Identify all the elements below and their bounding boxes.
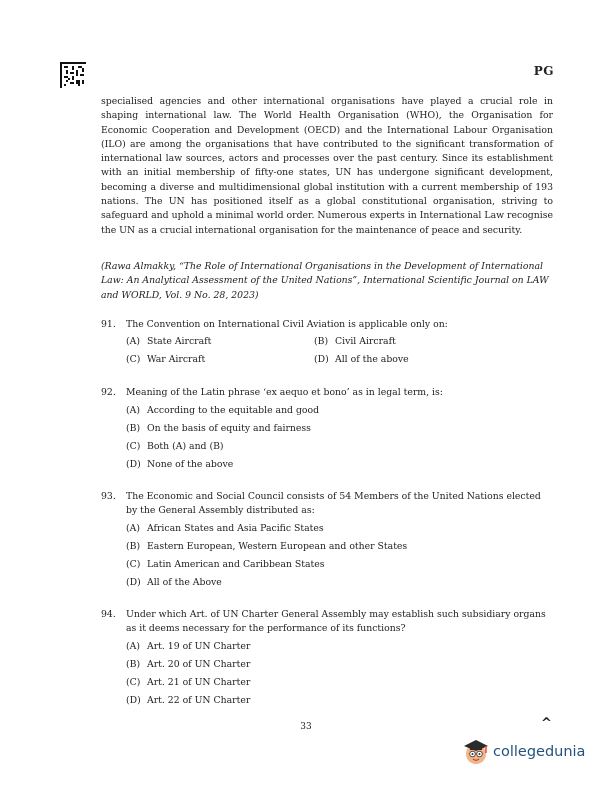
passage-text: specialised agencies and other international organisations have played a crucial role in shaping international law. The World Health Organisation (WHO), the Organisation for Economic Cooperation and Development (OECD) and the International Labour Organisation (ILO) are among the organisations that have contributed to the significant transformation of international law sources, actors and processes over the past century. Since its establishment with an initial membership of fifty-one states, UN has undergone significant development, becoming a diverse and multidimensional global institution with a current membership of 193 nations. The UN has positioned itself as a global constitutional organisation, striving to safeguard and uphold a minimal world order. Numerous experts in International Law recognise the UN as a crucial international organisation for the maintenance of peace and security. xyxy=(101,96,553,236)
brand-logo[interactable] xyxy=(462,738,585,766)
question-91 xyxy=(101,318,553,369)
qr-code-icon xyxy=(60,62,86,88)
question-number: 91. xyxy=(101,319,116,330)
paper-code: PG xyxy=(533,64,554,78)
option-d: (D) Art. 22 of UN Charter xyxy=(126,695,251,706)
option-d: (D) All of the above xyxy=(314,354,409,365)
option-b: (B) Eastern European, Western European and other States xyxy=(126,541,408,552)
option-c: (C) Both (A) and (B) xyxy=(126,441,224,452)
option-a: (A) Art. 19 of UN Charter xyxy=(126,641,251,652)
option-d: (D) All of the Above xyxy=(126,577,222,588)
option-b: (B) On the basis of equity and fairness xyxy=(126,423,311,434)
question-number: 94. xyxy=(101,609,116,620)
option-d: (D) None of the above xyxy=(126,459,234,470)
option-c: (C) Art. 21 of UN Charter xyxy=(126,677,251,688)
question-94 xyxy=(101,608,553,710)
option-b: (B) Civil Aircraft xyxy=(314,336,396,347)
option-b: (B) Art. 20 of UN Charter xyxy=(126,659,251,670)
option-a: (A) African States and Asia Pacific States xyxy=(126,523,324,534)
question-text: Meaning of the Latin phrase ‘ex aequo et bono’ as in legal term, is: xyxy=(126,387,443,398)
option-c: (C) Latin American and Caribbean States xyxy=(126,559,325,570)
option-a: (A) State Aircraft xyxy=(126,336,212,347)
question-92 xyxy=(101,386,553,474)
question-93 xyxy=(101,490,553,592)
graduate-mascot-icon xyxy=(462,738,490,766)
question-text: The Convention on International Civil Aviation is applicable only on: xyxy=(126,319,448,330)
passage-citation: (Rawa Almakky, “The Role of International Organisations in the Development of International Law: An Analytical Assessment of the United Nations”, International Scientific Journal on LAW and WORLD, Vol. 9 No. 28, 2023) xyxy=(101,261,549,301)
question-text: The Economic and Social Council consists of 54 Members of the United Nations elected by the General Assembly distributed as: xyxy=(126,491,541,516)
question-text: Under which Art. of UN Charter General Assembly may establish such subsidiary organs as it deems necessary for the performance of its functions? xyxy=(126,609,546,634)
option-c: (C) War Aircraft xyxy=(126,354,206,365)
caret-up-icon[interactable]: ^ xyxy=(541,716,552,731)
brand-name: collegedunia xyxy=(493,744,586,760)
question-number: 92. xyxy=(101,387,116,398)
option-a: (A) According to the equitable and good xyxy=(126,405,320,416)
question-number: 93. xyxy=(101,491,116,502)
page-number: 33 xyxy=(300,722,312,732)
